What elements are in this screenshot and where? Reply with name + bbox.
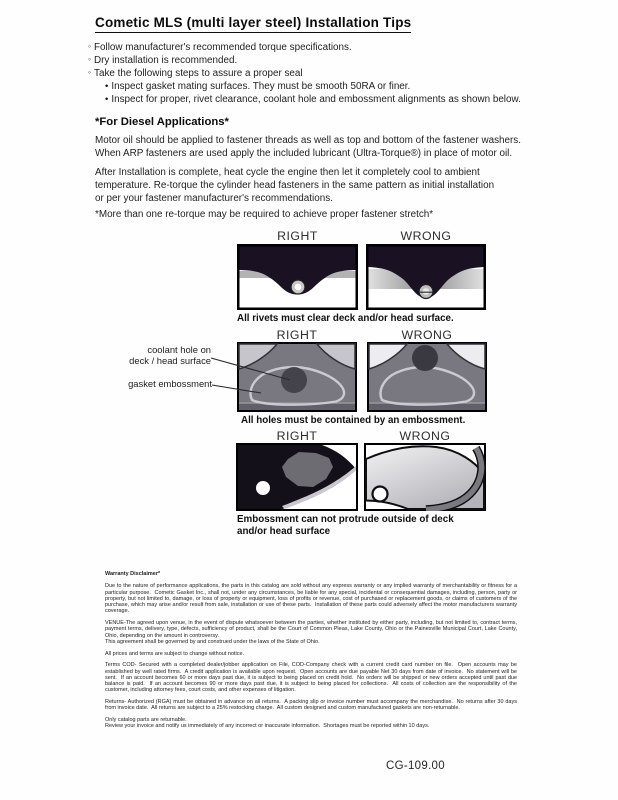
bullet-icon: • — [105, 81, 109, 93]
list-item — [88, 41, 521, 54]
tip-text: Inspect gasket mating surfaces. They must be smooth 50RA or finer. — [111, 81, 411, 93]
disclaimer-paragraph: All prices and terms are subject to change without notice. — [105, 650, 245, 657]
installation-tips-list — [88, 41, 521, 106]
diesel-paragraph-2 — [95, 166, 494, 205]
diagram-caption: All rivets must clear deck and/or head surface. — [237, 313, 454, 324]
list-item — [88, 67, 521, 80]
bullet-icon: • — [105, 94, 109, 106]
callout-line: deck / head surface — [129, 354, 211, 366]
disclaimer-paragraph: Only catalog parts are returnable. — [105, 717, 187, 723]
disclaimer-paragraph: Returns- Authorized (RGA) must be obtained in advance on all returns. A packing slip or invoice number must accompany the merchandise. No returns after 30 days from invoice date. All returns are subject to a 25% restocking charge. All custom designed and custom manufactured gaskets are non-returnable. — [105, 699, 519, 712]
callout-line: coolant hole on — [147, 344, 211, 355]
rivet-clearance-wrong-diagram — [366, 244, 486, 310]
text-line: Motor oil should be applied to fastener threads as well as top and bottom of the fastener washers. — [95, 135, 521, 146]
gasket-embossment-callout: gasket embossment — [128, 378, 212, 389]
wrong-label: WRONG — [401, 328, 453, 342]
callout-leader-lines — [120, 340, 370, 410]
caption-line: Embossment can not protrude outside of deck — [237, 514, 454, 525]
disclaimer-paragraph: VENUE-The agreed upon venue, in the event of dispute whatsoever between the parties, whether instituted by either party, including, but not limited to, contract terms, payment terms, delivery, type, defects, sufficiency of product, shall be the Court of Common Pleas, Lake County, Ohio or the Painesville Municipal Court, Lake County, Ohio, depending on the amount in controversy. — [105, 620, 519, 639]
disclaimer-paragraph: Review your invoice and notify us immediately of any incorrect or inaccurate information. Shortages must be reported within 10 days. — [105, 723, 430, 730]
tip-text: Dry installation is recommended. — [94, 55, 238, 67]
list-item — [105, 93, 521, 106]
warranty-disclaimer — [105, 571, 517, 735]
text-line: or per your fastener manufacturer's recommendations. — [95, 193, 333, 204]
open-bullet-icon: ◦ — [88, 54, 92, 65]
right-label: RIGHT — [276, 328, 318, 342]
coolant-hole-wrong-diagram — [367, 342, 487, 412]
disclaimer-paragraph: Terms COD- Secured with a completed dealer/jobber application on File, COD-Company check with a current credit card number on file. Open accounts may be established by well rated firms. A credit application is available upon request. Open accounts are due payable Net 30 days from date of invoice. No statement will be sent. If an account becomes 60 or more days past due, it is subject to being placed on credit hold. No orders will be shipped or new orders accepted until past due balance is paid. If an account becomes 90 or more days past due, it is subject to being placed for collections. All costs of collection are the responsibility of the customer, including attorney fees, court costs, and other expenses of litigation. — [105, 662, 519, 694]
tip-text: Inspect for proper, rivet clearance, coolant hole and embossment alignments as shown below. — [111, 94, 521, 106]
diesel-paragraph-1 — [95, 134, 521, 160]
retorque-note: *More than one re-torque may be required to achieve proper fastener stretch* — [95, 209, 434, 220]
diesel-section-heading: *For Diesel Applications* — [95, 116, 229, 128]
wrong-label: WRONG — [400, 229, 452, 243]
disclaimer-heading: Warranty Disclaimer* — [105, 571, 161, 577]
disclaimer-paragraph: Due to the nature of performance applications, the parts in this catalog are sold without any express warranty or any implied warranty of merchantability or fitness for a particular purpose. Cometic Gasket Inc., shall not, under any circumstances, be liable for any special, incidental or consequential damages, including, person, party or property, but not limited to, damage, or loss of property or equipment, loss of profits or revenue, cost of purchased or replacement goods, or claims of customers of the purchase, which may arise and/or result from sale, installation or use of these parts. Installation of these parts could adversely affect the motor manufacturers warranty coverage. — [105, 583, 519, 615]
catalog-page-code: CG-109.00 — [386, 760, 445, 772]
text-line: When ARP fasteners are used apply the included lubricant (Ultra-Torque®) in place of motor oil. — [95, 148, 513, 159]
list-item — [105, 80, 521, 93]
rivet-clearance-right-diagram — [237, 244, 358, 310]
caption-line: and/or head surface — [237, 526, 331, 537]
right-label: RIGHT — [277, 229, 318, 243]
list-item — [88, 54, 521, 67]
open-bullet-icon: ◦ — [88, 41, 92, 51]
right-label: RIGHT — [276, 429, 318, 443]
tip-text: Take the following steps to assure a proper seal — [94, 68, 303, 80]
text-line: temperature. Re-torque the cylinder head fasteners in the same pattern as initial installation — [95, 180, 495, 191]
text-line: After Installation is complete, heat cycle the engine then let it completely cool to ambient — [95, 167, 480, 178]
embossment-wrong-diagram — [364, 443, 486, 511]
wrong-label: WRONG — [399, 429, 451, 443]
embossment-right-diagram — [236, 443, 358, 511]
diagram-caption — [237, 514, 454, 538]
open-bullet-icon: ◦ — [88, 67, 92, 78]
tip-text: Follow manufacturer's recommended torque specifications. — [94, 42, 352, 53]
disclaimer-paragraph: This agreement shall be governed by and construed under the laws of the State of Ohio. — [105, 638, 320, 645]
page-title: Cometic MLS (multi layer steel) Installation Tips — [95, 15, 411, 33]
diagram-caption: All holes must be contained by an embossment. — [241, 415, 466, 426]
